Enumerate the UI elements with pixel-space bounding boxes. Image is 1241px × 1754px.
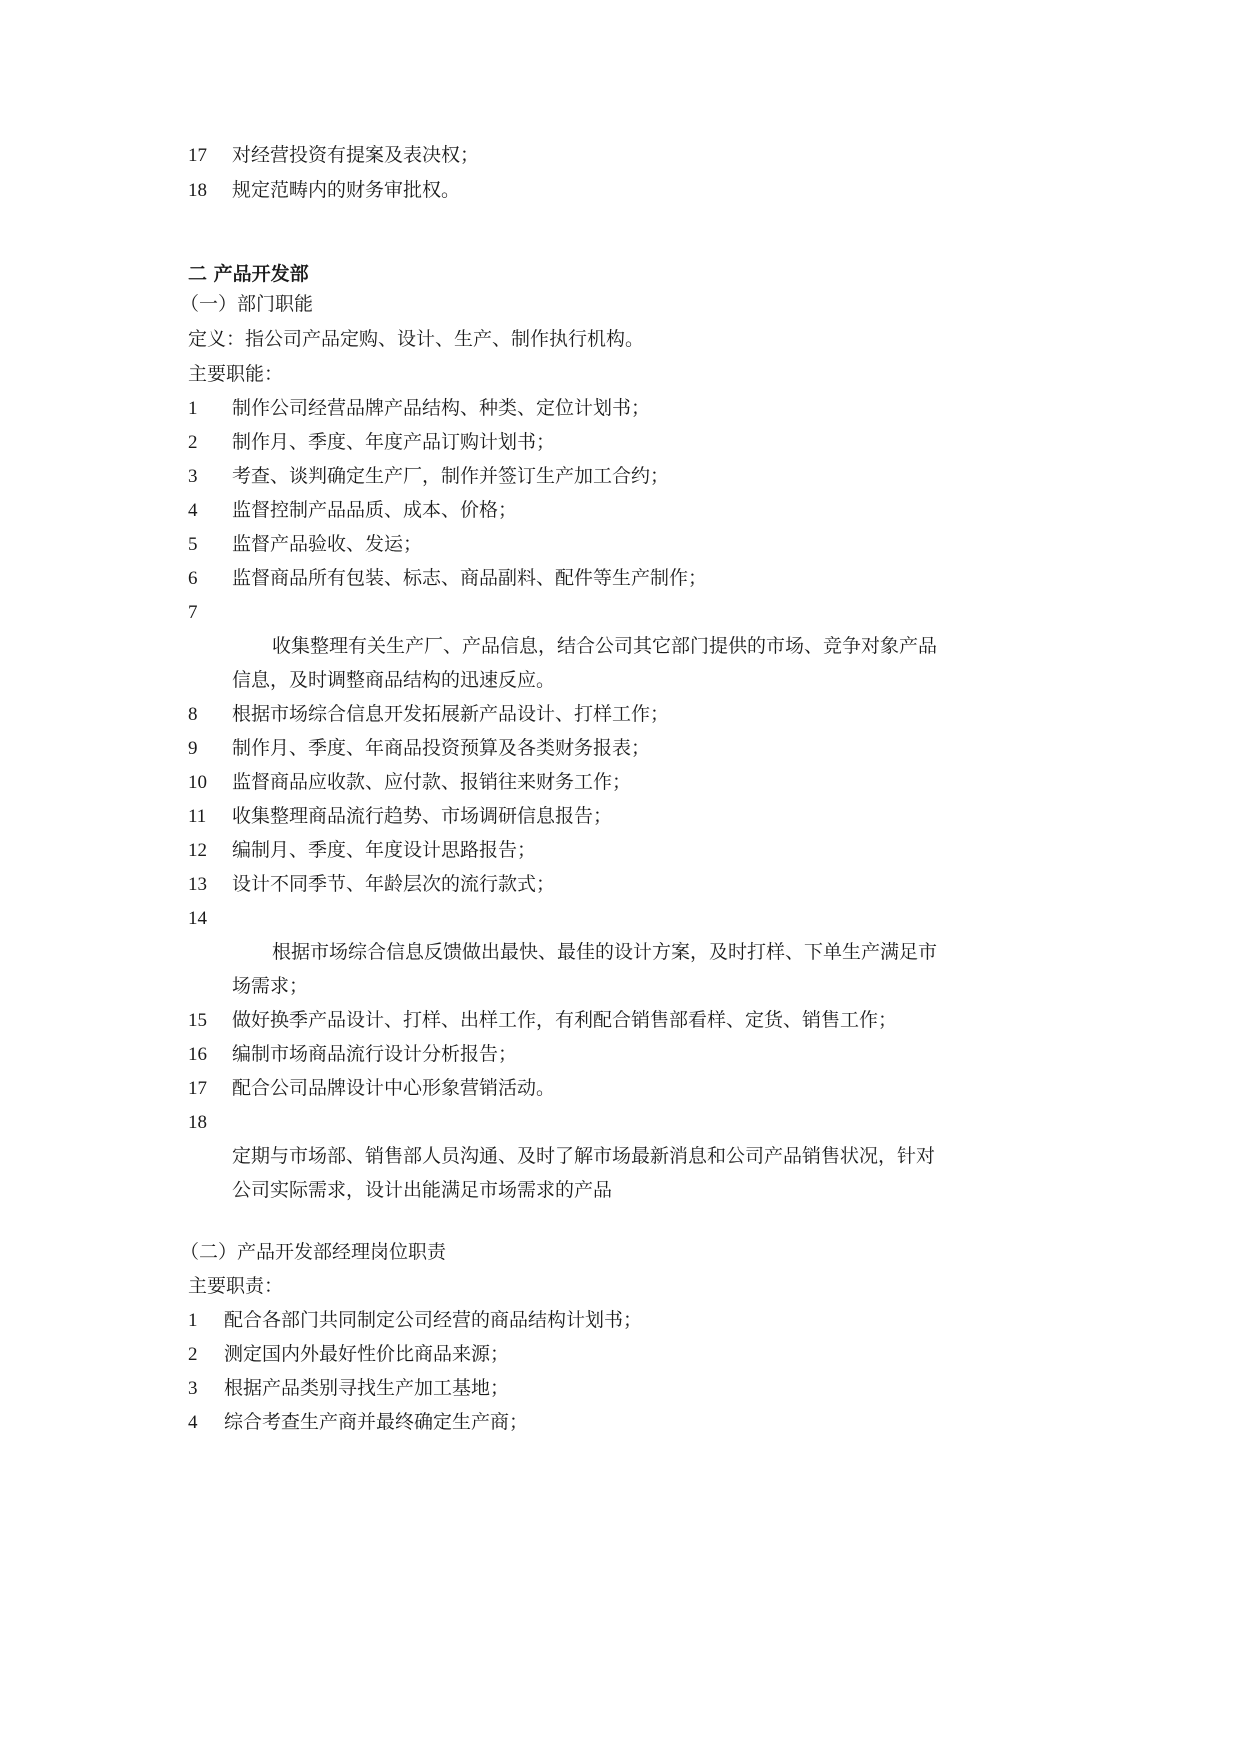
list-item — [188, 396, 650, 421]
item-number: 2 — [188, 432, 198, 453]
item-text: 收集整理商品流行趋势、市场调研信息报告； — [232, 805, 613, 827]
list-item — [188, 143, 479, 168]
list-item — [188, 532, 422, 557]
item-text: 根据产品类别寻找生产加工基地； — [224, 1377, 510, 1399]
item-text: 综合考查生产商并最终确定生产商； — [224, 1411, 529, 1433]
item-text: 配合各部门共同制定公司经营的商品结构计划书； — [224, 1309, 643, 1331]
item-text: 测定国内外最好性价比商品来源； — [224, 1343, 510, 1365]
item-number: 8 — [188, 704, 198, 725]
item-number: 2 — [188, 1344, 198, 1365]
item-number: 12 — [188, 840, 207, 861]
item-text: 设计不同季节、年龄层次的流行款式； — [232, 873, 556, 895]
list-item — [188, 1376, 509, 1401]
item-number: 17 — [188, 145, 207, 166]
list-item — [188, 1308, 642, 1333]
item-number: 9 — [188, 738, 198, 759]
list-item — [188, 566, 707, 591]
item-number: 18 — [188, 180, 207, 201]
item-number: 10 — [188, 772, 207, 793]
item-number: 5 — [188, 534, 198, 555]
item-text: 配合公司品牌设计中心形象营销活动。 — [232, 1077, 556, 1099]
main-functions-label: 主要职能： — [188, 363, 284, 385]
item-number: 4 — [188, 1412, 198, 1433]
item-number: 3 — [188, 1378, 198, 1399]
item-number: 3 — [188, 466, 198, 487]
list-item — [188, 498, 517, 523]
item-text: 监督控制产品品质、成本、价格； — [232, 499, 518, 521]
item-paragraph-line: 公司实际需求，设计出能满足市场需求的产品 — [232, 1179, 613, 1201]
list-item — [188, 906, 232, 931]
subsection-title: （二）产品开发部经理岗位职责 — [180, 1241, 447, 1263]
item-number: 1 — [188, 398, 198, 419]
item-number: 13 — [188, 874, 207, 895]
item-paragraph-line: 根据市场综合信息反馈做出最快、最佳的设计方案，及时打样、下单生产满足市 — [272, 941, 938, 963]
list-item — [188, 1342, 509, 1367]
item-text: 编制月、季度、年度设计思路报告； — [232, 839, 537, 861]
list-item — [188, 770, 631, 795]
list-item — [188, 702, 669, 727]
item-text: 制作月、季度、年度产品订购计划书； — [232, 431, 556, 453]
item-text: 对经营投资有提案及表决权； — [232, 144, 480, 166]
section-title: 二 产品开发部 — [188, 263, 309, 285]
item-paragraph-line: 信息，及时调整商品结构的迅速反应。 — [232, 669, 556, 691]
item-text: 监督产品验收、发运； — [232, 533, 423, 555]
item-number: 15 — [188, 1010, 207, 1031]
item-text: 根据市场综合信息开发拓展新产品设计、打样工作； — [232, 703, 670, 725]
list-item — [188, 600, 232, 625]
item-number: 1 — [188, 1310, 198, 1331]
list-item — [188, 464, 669, 489]
list-item — [188, 872, 555, 897]
main-duties-label: 主要职责： — [188, 1275, 284, 1297]
list-item — [188, 1410, 528, 1435]
list-item — [188, 430, 555, 455]
item-number: 4 — [188, 500, 198, 521]
item-text: 规定范畴内的财务审批权。 — [232, 179, 461, 201]
item-number: 6 — [188, 568, 198, 589]
list-item — [188, 178, 460, 203]
item-paragraph-line: 定期与市场部、销售部人员沟通、及时了解市场最新消息和公司产品销售状况，针对 — [232, 1145, 936, 1167]
list-item — [188, 736, 650, 761]
item-number: 16 — [188, 1044, 207, 1065]
item-paragraph-line: 收集整理有关生产厂、产品信息，结合公司其它部门提供的市场、竞争对象产品 — [272, 635, 938, 657]
item-number: 18 — [188, 1112, 207, 1133]
item-number: 14 — [188, 908, 207, 929]
item-text: 制作月、季度、年商品投资预算及各类财务报表； — [232, 737, 651, 759]
definition-text: 定义：指公司产品定购、设计、生产、制作执行机构。 — [188, 328, 645, 350]
subsection-title: （一）部门职能 — [180, 293, 314, 315]
item-number: 7 — [188, 602, 198, 623]
list-item — [188, 1110, 232, 1135]
list-item — [188, 804, 612, 829]
item-text: 编制市场商品流行设计分析报告； — [232, 1043, 518, 1065]
item-number: 17 — [188, 1078, 207, 1099]
item-text: 制作公司经营品牌产品结构、种类、定位计划书； — [232, 397, 651, 419]
list-item — [188, 1008, 897, 1033]
list-item — [188, 838, 536, 863]
item-text: 做好换季产品设计、打样、出样工作，有利配合销售部看样、定货、销售工作； — [232, 1009, 898, 1031]
item-number: 11 — [188, 806, 207, 827]
item-text: 监督商品所有包装、标志、商品副料、配件等生产制作； — [232, 567, 708, 589]
item-paragraph-line: 场需求； — [232, 975, 309, 997]
list-item — [188, 1042, 517, 1067]
list-item — [188, 1076, 555, 1101]
item-text: 考查、谈判确定生产厂，制作并签订生产加工合约； — [232, 465, 670, 487]
item-text: 监督商品应收款、应付款、报销往来财务工作； — [232, 771, 632, 793]
